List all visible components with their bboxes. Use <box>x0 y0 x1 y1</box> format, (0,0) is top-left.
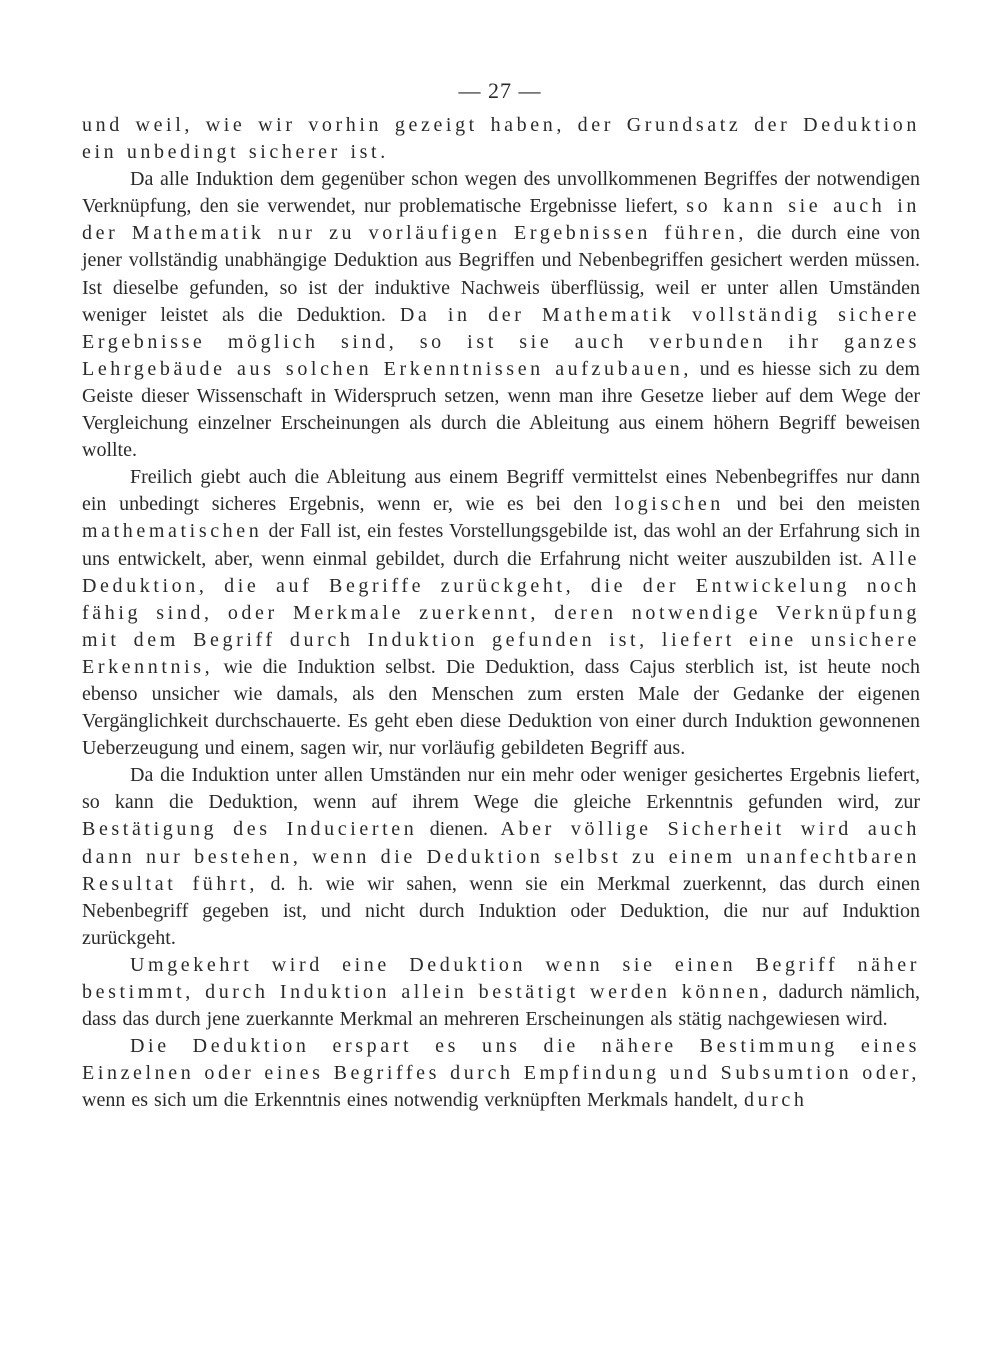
text-run: und bei den meisten <box>723 493 920 516</box>
paragraph <box>82 762 920 952</box>
spaced-emphasis-text: Bestätigung des Inducierten <box>82 818 418 841</box>
spaced-emphasis-text: Die Deduktion erspart es uns die nähere Bestimmung eines Einzelnen oder eines Begriffes durch Empfindung und Subsumtion oder, <box>82 1035 920 1085</box>
body-text <box>82 112 920 1114</box>
text-run: d. h. wie wir sahen, wenn sie ein Merkmal zuerkennt, das durch einen Nebenbegriff gegeben ist, und nicht durch Induktion oder Deduktion, die nur auf Induktion zurückgeht. <box>82 872 920 949</box>
spaced-emphasis-text: mathematischen <box>82 520 263 543</box>
text-run: Da die Induktion unter allen Umständen nur ein mehr oder weniger gesichertes Ergebnis liefert, so kann die Deduktion, wenn auf ihrem Wege die gleiche Erkenntnis gefunden wird, zur <box>82 764 920 814</box>
spaced-emphasis-text: logischen <box>614 493 724 516</box>
text-run: dienen. <box>417 818 501 841</box>
paragraph <box>82 464 920 762</box>
text-run: wenn es sich um die Erkenntnis eines notwendig verknüpften Merkmals handelt, <box>82 1089 744 1112</box>
spaced-emphasis-text: Umgekehrt wird eine Deduktion wenn sie einen Begriff näher bestimmt, durch Induktion allein bestätigt werden können, <box>82 953 920 1003</box>
text-run: wie die Induktion selbst. Die Deduktion, dass Cajus sterblich ist, ist heute noch ebenso unsicher wie damals, als den Menschen zum ersten Male der Gedanke der eigenen Vergänglichkeit durchschauerte. Es geht eben diese Deduktion von einer durch Induktion gewonnenen Ueberzeugung und einem, sagen wir, nur vorläufig gebildeten Begriff aus. <box>82 655 920 760</box>
paragraph <box>82 1033 920 1114</box>
paragraph <box>82 166 920 464</box>
paragraph <box>82 952 920 1033</box>
text-run: Da alle Induktion dem gegenüber schon wegen des unvollkommenen Begriffes der notwendigen Verknüpfung, den sie verwendet, nur problematische Ergebnisse liefert, <box>82 168 920 218</box>
text-run: Freilich giebt auch die Ableitung aus einem Begriff vermittelst eines Nebenbegriffes nur dann ein unbedingt sicheres Ergebnis, wenn er, wie es bei den <box>82 466 920 516</box>
spaced-emphasis-text: durch <box>743 1089 808 1112</box>
spaced-emphasis-text: und weil, wie wir vorhin gezeigt haben, der Grundsatz der Deduktion ein unbedingt sicherer ist. <box>82 114 920 164</box>
paragraph <box>82 112 920 166</box>
page-number: — 27 — <box>458 78 542 103</box>
text-run: die durch eine von jener vollständig unabhängige Deduktion aus Begriffen und Nebenbegriffen gesichert werden müssen. Ist dieselbe gefunden, so ist der induktive Nachweis überflüssig, weil er unter allen Umständen weniger leistet als die Deduktion. <box>82 222 921 326</box>
text-run: der Fall ist, ein festes Vorstellungsgebilde ist, das wohl an der Erfahrung sich in uns entwickelt, aber, wenn einmal gebildet, durch die Erfahrung nicht weiter auszubilden ist. <box>82 520 920 570</box>
spaced-emphasis-text: so kann sie auch in der Mathematik nur zu vorläufigen Ergebnissen führen, <box>82 195 920 245</box>
spaced-emphasis-text: Aber völlige Sicherheit wird auch dann nur bestehen, wenn die Deduktion selbst zu einem unanfechtbaren Resultat führt, <box>82 818 920 895</box>
spaced-emphasis-text: Da in der Mathematik vollständig sichere Ergebnisse möglich sind, so ist sie auch verbunden ihr ganzes Lehrgebäude aus solchen Erkenntnissen aufzubauen, <box>82 303 920 380</box>
text-run: dadurch nämlich, dass das durch jene zuerkannte Merkmal an mehreren Erscheinungen als stätig nachgewiesen wird. <box>82 981 920 1031</box>
spaced-emphasis-text: Alle Deduktion, die auf Begriffe zurückgeht, die der Entwickelung noch fähig sind, oder Merkmale zuerkennt, deren notwendige Verknüpfung mit dem Begriff durch Induktion gefunden ist, liefert eine unsichere Erkenntnis, <box>82 547 920 678</box>
text-run: und es hiesse sich zu dem Geiste dieser Wissenschaft in Widerspruch setzen, wenn man ihre Gesetze lieber auf dem Wege der Vergleichung einzelner Erscheinungen als durch die Ableitung aus einem höhern Begriff beweisen wollte. <box>82 357 920 462</box>
